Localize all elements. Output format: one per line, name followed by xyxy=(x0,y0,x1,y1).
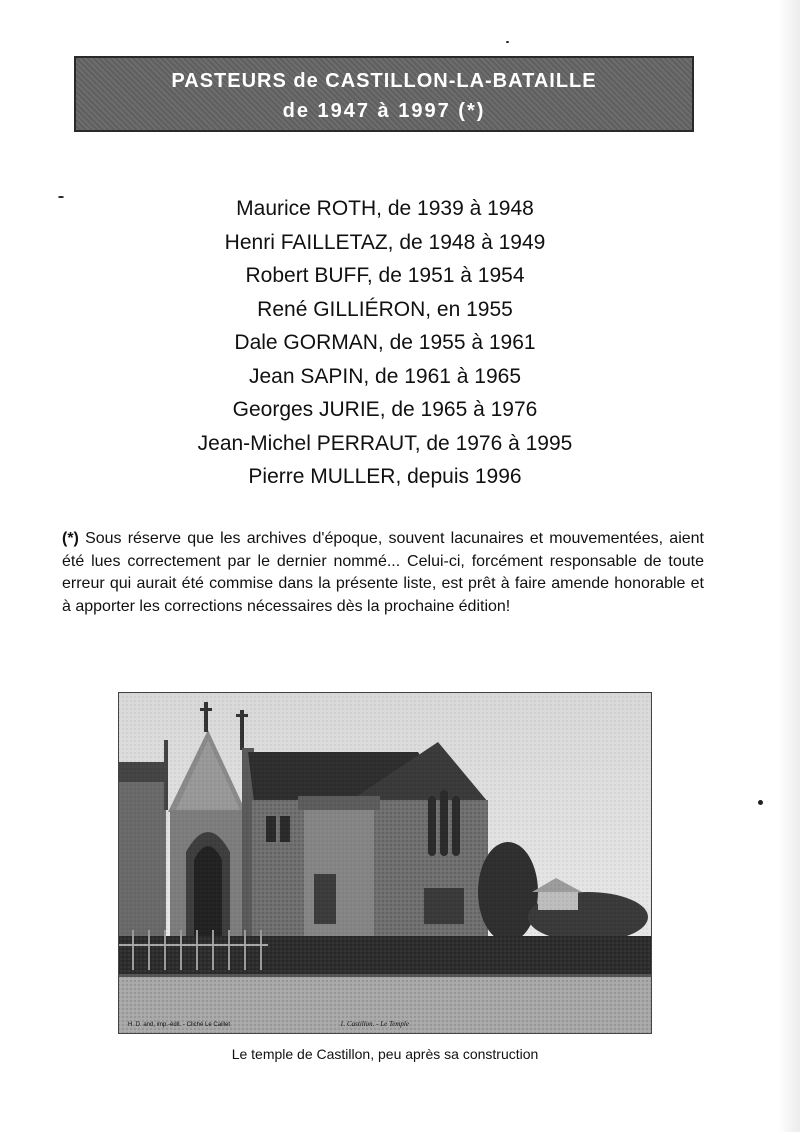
footnote-text: Sous réserve que les archives d'époque, souvent lacunaires et mouvementées, aient été lues correctement par le dernier nommé... Celui-ci, forcément responsable de toute erreur qui aurait été commise dans la présente liste, est prêt à faire amende honorable et à apporter les corrections nécessaires dès la prochaine édition! xyxy=(62,530,704,615)
page-edge xyxy=(778,0,800,1132)
pastor-entry: Dale GORMAN, de 1955 à 1961 xyxy=(234,331,536,354)
title-line-2: de 1947 à 1997 (*) xyxy=(282,100,486,122)
pastor-entry: Pierre MULLER, depuis 1996 xyxy=(248,465,522,488)
pastor-entry: Henri FAILLETAZ, de 1948 à 1949 xyxy=(224,230,546,254)
pastor-entry: Jean-Michel PERRAUT, de 1976 à 1995 xyxy=(197,431,573,455)
pastor-entry: René GILLIÉRON, en 1955 xyxy=(257,297,513,321)
scan-speck xyxy=(758,800,763,805)
scan-speck xyxy=(58,196,64,198)
pastor-entry: Jean SAPIN, de 1961 à 1965 xyxy=(248,364,522,388)
scan-speck xyxy=(506,41,509,43)
temple-photo xyxy=(118,692,652,1034)
pastor-entry: Robert BUFF, de 1951 à 1954 xyxy=(245,264,525,287)
pastor-entry: Maurice ROTH, de 1939 à 1948 xyxy=(236,197,534,220)
photo-imprint-left: H. D. and, imp.-édit. - Cliché Le Caillet xyxy=(128,1022,231,1028)
photo-caption: Le temple de Castillon, peu après sa construction xyxy=(231,1046,539,1062)
title-banner xyxy=(74,56,694,132)
photo-imprint-right: 1. Castillon. - Le Temple xyxy=(340,1020,409,1028)
footnote-marker: (*) xyxy=(62,530,79,547)
pastor-entry: Georges JURIE, de 1965 à 1976 xyxy=(232,398,538,421)
pastor-list xyxy=(0,192,770,494)
title-line-1: PASTEURS de CASTILLON-LA-BATAILLE xyxy=(171,70,597,92)
footnote xyxy=(62,528,704,618)
